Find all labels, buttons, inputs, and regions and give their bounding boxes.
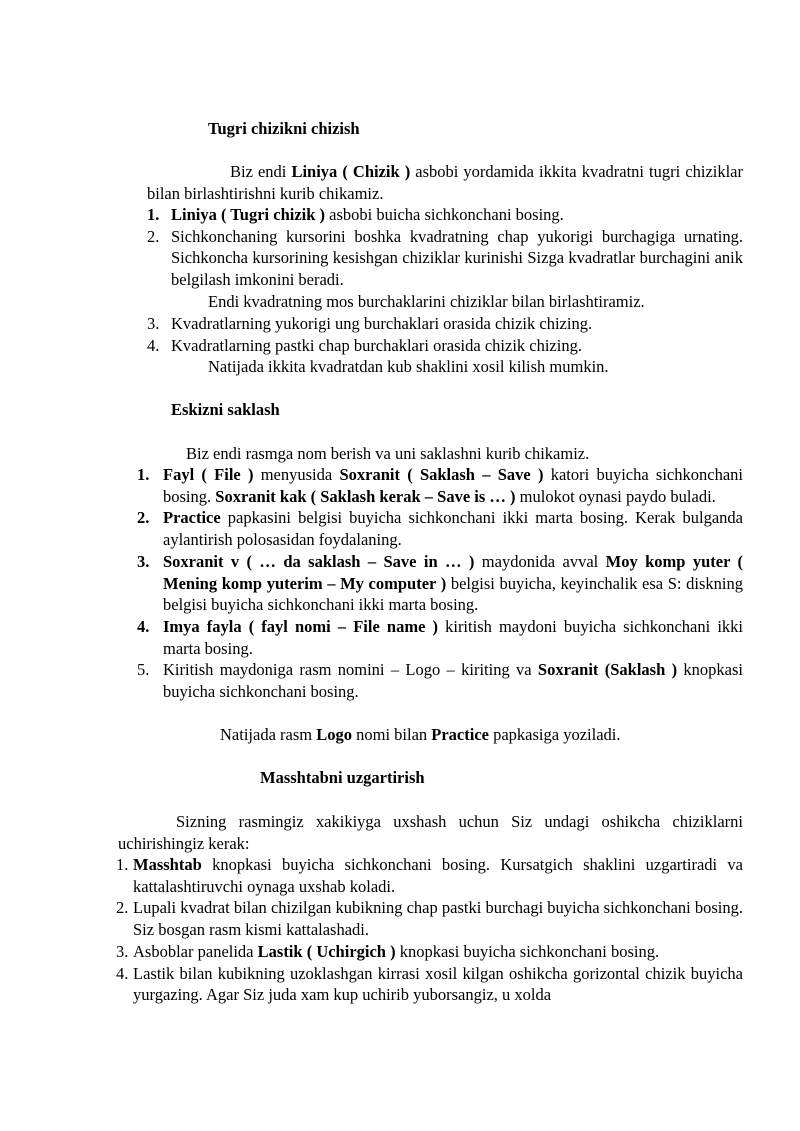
list-item: 3. Asboblar panelida Lastik ( Uchirgich ) knopkasi buyicha sichkonchani bosing. — [116, 941, 660, 961]
section-title-zoom: Masshtabni uzgartirish — [260, 768, 425, 787]
list-item: 4. Imya fayla ( fayl nomi – File name ) kiritish maydoni buyicha sichkonchani ikki marta bosing. — [137, 616, 743, 658]
section-title-saving: Eskizni saklash — [171, 400, 280, 419]
section1-mid-note: Endi kvadratning mos burchaklarini chiziklar bilan birlashtiramiz. — [208, 292, 645, 311]
section3-steps — [116, 854, 743, 1006]
section1-intro: Biz endi Liniya ( Chizik ) asbobi yordamida ikkita kvadratni tugri chiziklar bilan birlashtirishni kurib chikamiz. — [147, 162, 743, 203]
section-title-line-drawing: Tugri chizikni chizish — [208, 119, 360, 138]
list-item: 3. Soxranit v ( … da saklash – Save in … ) maydonida avval Moy komp yuter ( Mening komp yuterim – My computer ) belgisi buyicha, keyinchalik esa S: diskning belgisi buyicha sichkonchani ikki marta bosing. — [137, 551, 744, 615]
list-item: 2. Practice papkasini belgisi buyicha sichkonchani ikki marta bosing. Kerak bulganda aylantirish polosasidan foydalaning. — [137, 508, 743, 550]
list-item: 5. Kiritish maydoniga rasm nomini – Logo – kiriting va Soxranit (Saklash ) knopkasi buyicha sichkonchani bosing. — [137, 660, 743, 702]
list-item: 1. Masshtab knopkasi buyicha sichkonchani bosing. Kursatgich shaklini uzgartiradi va kattalashtiruvchi oynaga uxshab koladi. — [116, 855, 743, 896]
list-item: 4. Kvadratlarning pastki chap burchaklari orasida chizik chizing. — [147, 335, 582, 355]
list-item: 2. Sichkonchaning kursorini boshka kvadratning chap yukorigi burchagiga urnating. Sichkoncha kursorining kesishgan chiziklar kurinishi Sizga kvadratlar burchagini anik belgilash imkonini beradi. — [147, 226, 743, 290]
section1-steps-continued — [147, 313, 743, 356]
section2-intro: Biz endi rasmga nom berish va uni saklashni kurib chikamiz. — [186, 444, 590, 463]
list-item: 4. Lastik bilan kubikning uzoklashgan kirrasi xosil kilgan oshikcha gorizontal chizik buyicha yurgazing. Agar Siz juda xam kup uchirib yuborsangiz, u xolda — [116, 963, 743, 1005]
section2-steps — [137, 464, 743, 703]
section1-steps — [147, 204, 743, 291]
section2-result: Natijada rasm Logo nomi bilan Practice papkasiga yoziladi. — [220, 725, 621, 744]
section3-intro: Sizning rasmingiz xakikiyga uxshash uchun Siz undagi oshikcha chiziklarni uchirishingiz kerak: — [118, 812, 743, 853]
list-item: 2. Lupali kvadrat bilan chizilgan kubikning chap pastki burchagi buyicha sichkonchani bosing. Siz bosgan rasm kismi kattalashadi. — [116, 898, 743, 940]
section1-result: Natijada ikkita kvadratdan kub shaklini xosil kilish mumkin. — [208, 357, 609, 376]
list-item: 3. Kvadratlarning yukorigi ung burchaklari orasida chizik chizing. — [147, 314, 593, 333]
list-item: 1. Liniya ( Tugri chizik ) asbobi buicha sichkonchani bosing. — [147, 205, 564, 224]
list-item: 1. Fayl ( File ) menyusida Soxranit ( Saklash – Save ) katori buyicha sichkonchani bosing. Soxranit kak ( Saklash kerak – Save is … ) mulokot oynasi paydo buladi. — [137, 465, 743, 506]
